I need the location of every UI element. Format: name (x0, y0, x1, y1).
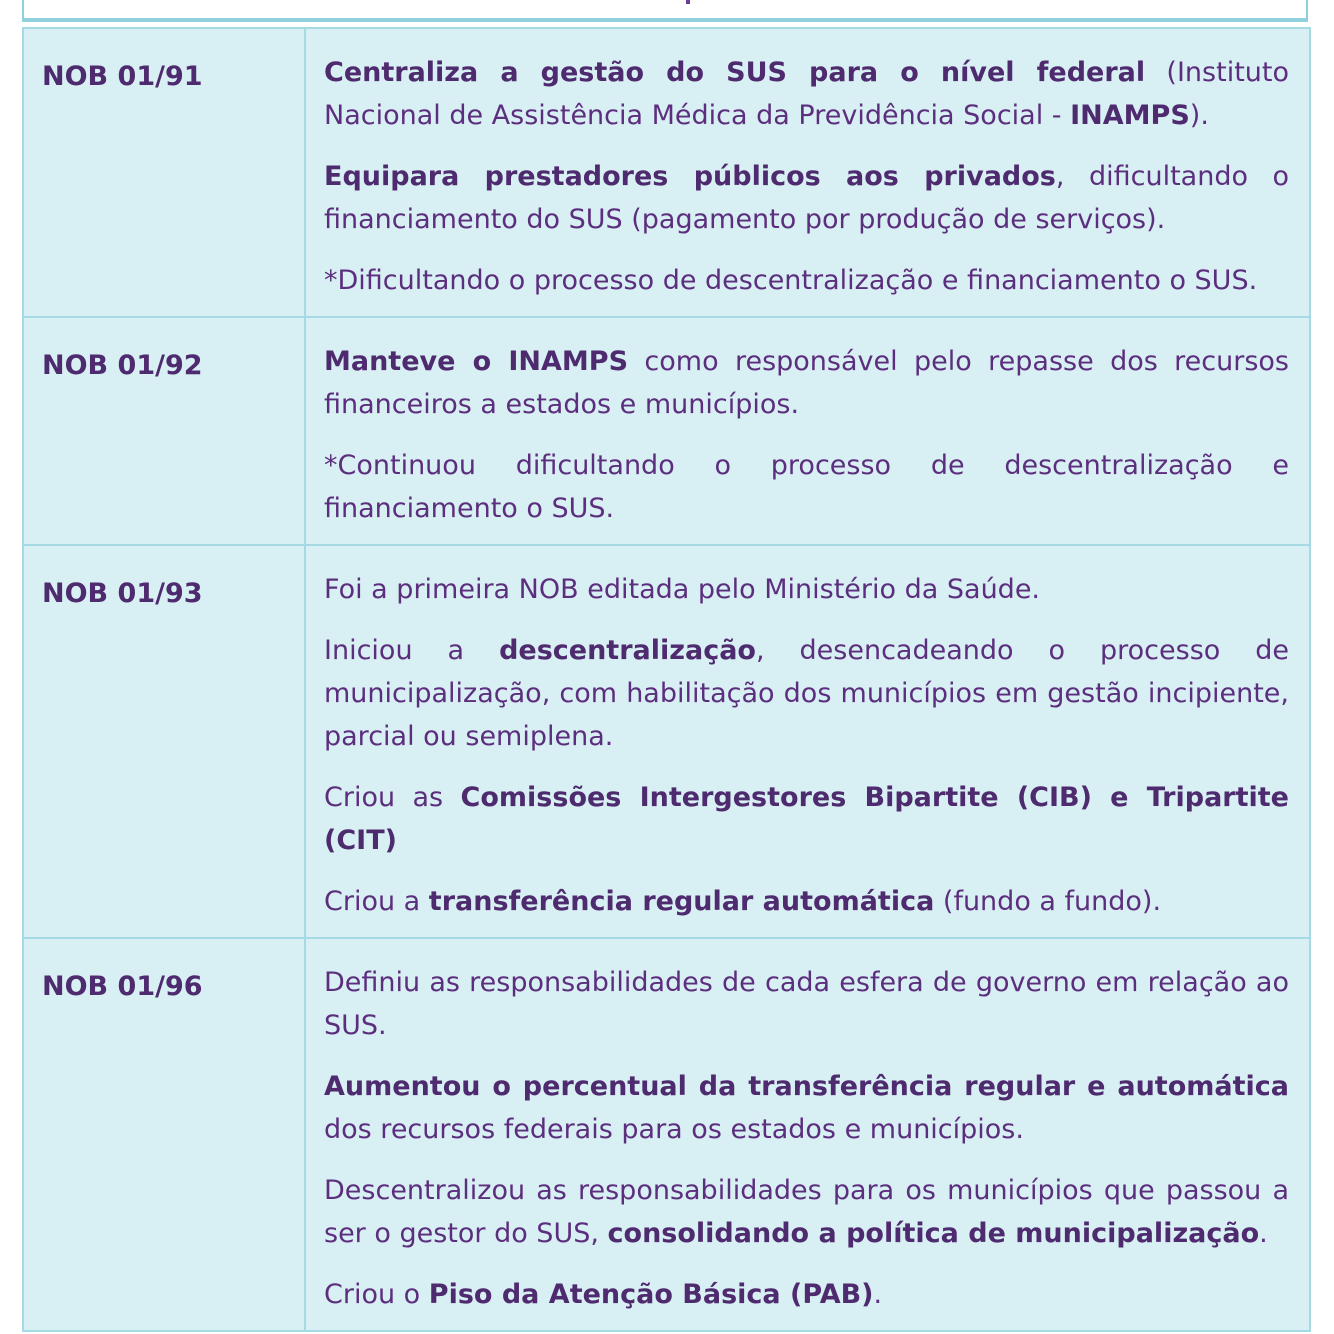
body-text: , dificultando o financiamento do SUS (pagamento por produção de serviços). (324, 161, 1289, 235)
body-text: . (873, 1279, 883, 1310)
description-paragraph (324, 340, 1289, 426)
emphasized-text: Manteve o INAMPS (324, 346, 629, 377)
body-text: Criou as (324, 782, 461, 813)
table-row (23, 545, 1310, 938)
description-paragraph (324, 51, 1289, 137)
emphasized-text: Equipara prestadores públicos aos privados (324, 161, 1056, 192)
nob-label: NOB 01/93 (23, 545, 305, 938)
emphasized-text: INAMPS (1070, 100, 1190, 131)
body-text: Descentralizou as responsabilidades para os municípios que passou a ser o gestor do SUS, (324, 1175, 1289, 1249)
body-text: *Dificultando o processo de descentralização e financiamento o SUS. (324, 265, 1258, 296)
emphasized-text: consolidando a política de municipalização (607, 1218, 1260, 1249)
emphasized-text: Comissões Intergestores Bipartite (CIB) e Tripartite (CIT) (324, 782, 1289, 856)
emphasized-text: transferência regular automática (428, 886, 935, 917)
description-paragraph (324, 568, 1289, 611)
body-text: (Instituto Nacional de Assistência Médica da Previdência Social - (324, 57, 1289, 131)
body-text: Criou a (324, 886, 429, 917)
description-paragraph (324, 961, 1289, 1047)
body-text: Iniciou a (324, 635, 500, 666)
description-paragraph (324, 776, 1289, 862)
nob-table-body (23, 28, 1310, 1331)
description-paragraph (324, 444, 1289, 530)
nob-label: NOB 01/92 (23, 317, 305, 545)
description-paragraph (324, 155, 1289, 241)
nob-label: NOB 01/91 (23, 28, 305, 317)
description-paragraph (324, 880, 1289, 923)
nob-description (305, 317, 1310, 545)
nob-label: NOB 01/96 (23, 938, 305, 1331)
emphasized-text: descentralização (499, 635, 756, 666)
emphasized-text: Piso da Atenção Básica (PAB) (428, 1279, 874, 1310)
body-text: Foi a primeira NOB editada pelo Ministério da Saúde. (324, 574, 1041, 605)
table-row (23, 28, 1310, 317)
nob-table (22, 27, 1311, 1332)
description-paragraph (324, 259, 1289, 302)
body-text: como responsável pelo repasse dos recursos financeiros a estados e municípios. (324, 346, 1289, 420)
nob-description (305, 938, 1310, 1331)
header-text-fragment (686, 0, 690, 4)
description-paragraph (324, 1273, 1289, 1316)
description-paragraph (324, 1065, 1289, 1151)
body-text: ). (1189, 100, 1209, 131)
description-paragraph (324, 1169, 1289, 1255)
emphasized-text: Aumentou o percentual da transferência regular e automática (324, 1071, 1289, 1102)
body-text: dos recursos federais para os estados e municípios. (324, 1114, 1024, 1145)
body-text: . (1259, 1218, 1268, 1249)
body-text: Definiu as responsabilidades de cada esfera de governo em relação ao SUS. (324, 967, 1289, 1041)
nob-description (305, 28, 1310, 317)
body-text: Criou o (324, 1279, 429, 1310)
emphasized-text: Centraliza a gestão do SUS para o nível federal (324, 57, 1146, 88)
body-text: *Continuou dificultando o processo de descentralização e financiamento o SUS. (324, 450, 1289, 524)
body-text: (fundo a fundo). (934, 886, 1162, 917)
table-row (23, 938, 1310, 1331)
table-header-strip (22, 0, 1308, 22)
nob-description (305, 545, 1310, 938)
description-paragraph (324, 629, 1289, 758)
body-text: , desencadeando o processo de municipalização, com habilitação dos municípios em gestão incipiente, parcial ou semiplena. (324, 635, 1290, 752)
table-row (23, 317, 1310, 545)
